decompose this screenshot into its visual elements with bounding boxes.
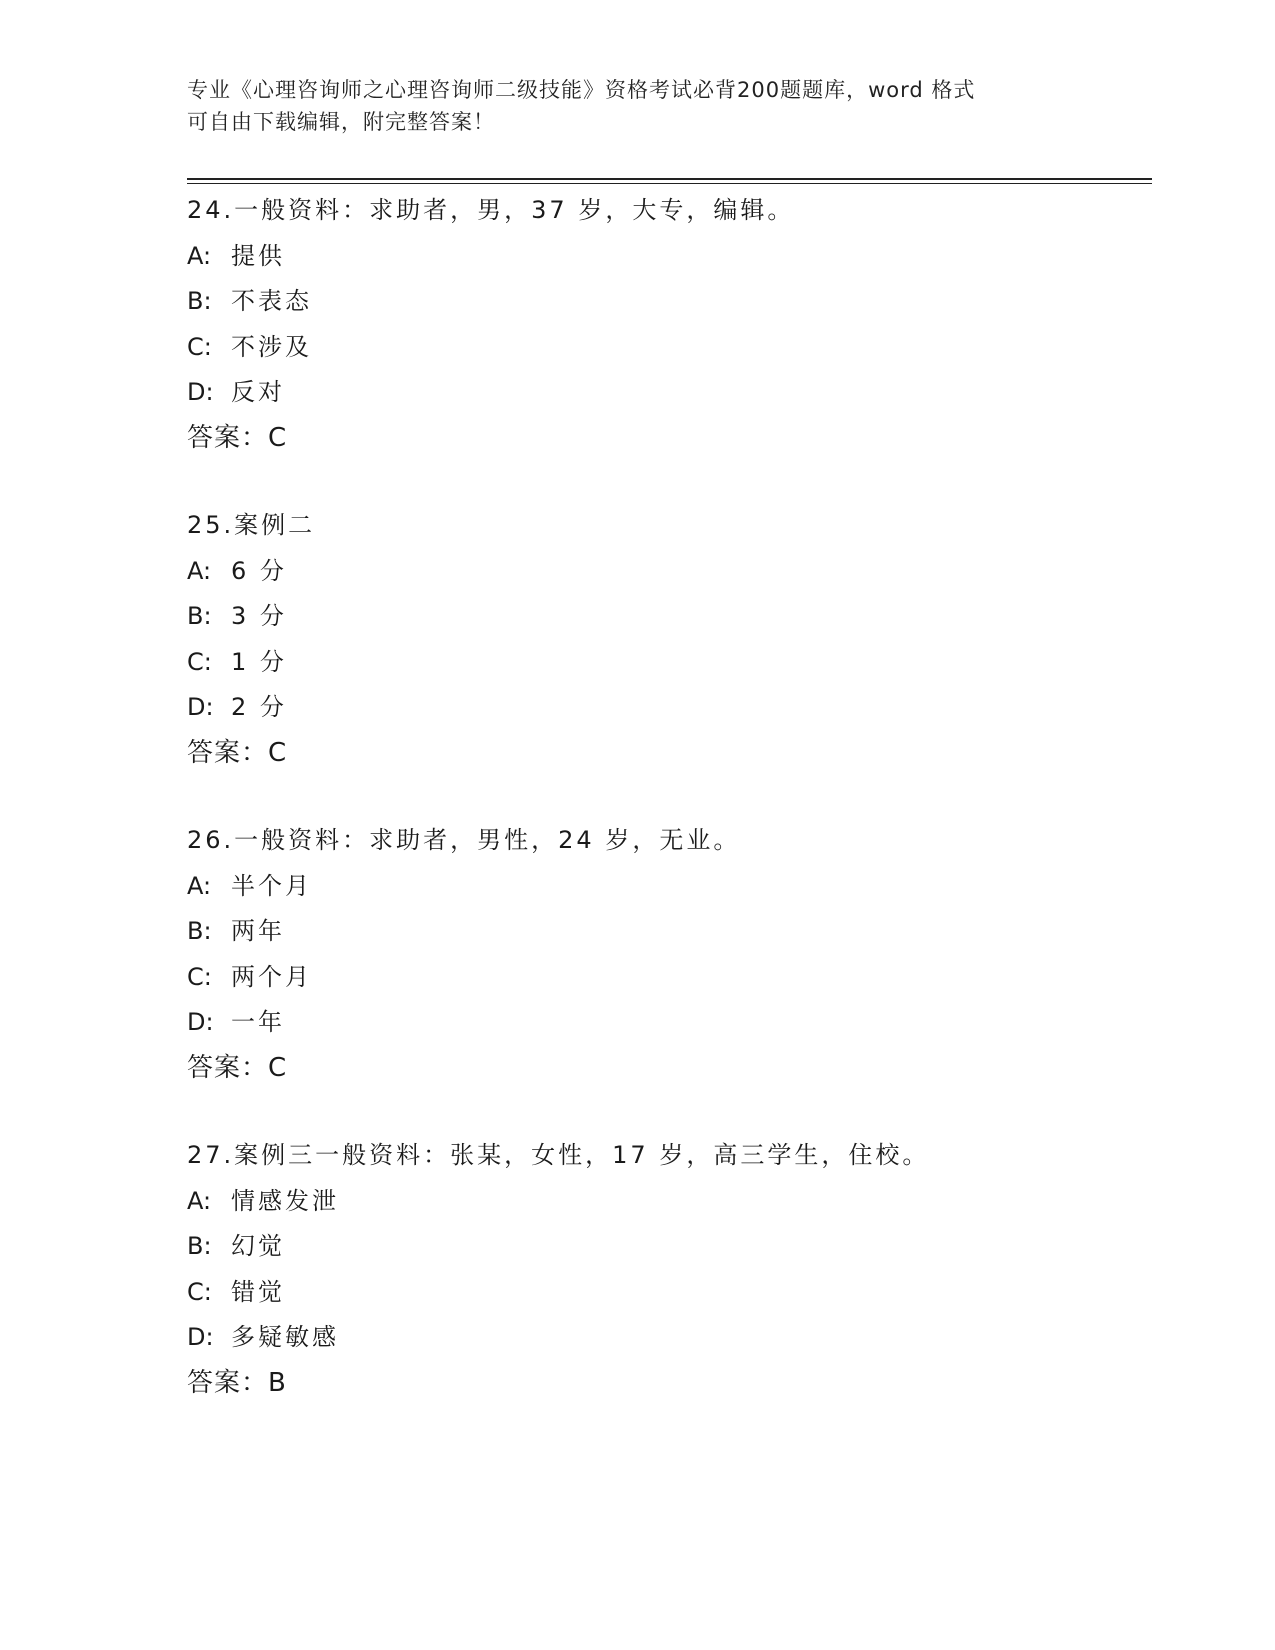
- option-text: 多疑敏感: [231, 1323, 339, 1351]
- question-list: [187, 188, 1147, 1448]
- question-24: [187, 188, 1147, 461]
- question-stem: 26.一般资料：求助者，男性，24 岁，无业。: [187, 826, 741, 854]
- option-text: 反对: [231, 378, 285, 406]
- question-27: [187, 1133, 1147, 1406]
- option-a: [187, 234, 1147, 280]
- option-c: [187, 955, 1147, 1001]
- option-text: 6 分: [231, 556, 287, 585]
- answer-line: 答案：B: [187, 1367, 287, 1398]
- option-d: [187, 685, 1147, 731]
- option-b: [187, 1224, 1147, 1270]
- option-letter: A:: [187, 556, 212, 585]
- option-letter: D:: [187, 378, 214, 406]
- option-text: 提供: [231, 241, 285, 270]
- option-b: [187, 909, 1147, 955]
- option-c: [187, 1270, 1147, 1316]
- option-letter: C:: [187, 332, 212, 361]
- option-c: [187, 325, 1147, 371]
- option-text: 不表态: [231, 287, 312, 315]
- option-letter: C:: [187, 962, 212, 991]
- option-b: [187, 279, 1147, 325]
- question-stem: 24.一般资料：求助者，男，37 岁，大专，编辑。: [187, 196, 795, 224]
- option-text: 一年: [231, 1008, 285, 1036]
- option-text: 不涉及: [231, 332, 312, 361]
- option-text: 1 分: [231, 647, 287, 676]
- option-letter: D:: [187, 693, 214, 721]
- header-divider-thick: [187, 178, 1152, 180]
- header-line-2: 可自由下载编辑，附完整答案！: [187, 110, 495, 134]
- option-letter: B:: [187, 1232, 212, 1260]
- header-divider-thin: [187, 183, 1152, 184]
- option-text: 半个月: [231, 871, 312, 900]
- header-line-1: 专业《心理咨询师之心理咨询师二级技能》资格考试必背200题题库，word 格式: [187, 78, 976, 102]
- option-text: 3 分: [231, 602, 287, 630]
- option-a: [187, 1179, 1147, 1225]
- option-d: [187, 370, 1147, 416]
- question-25: [187, 503, 1147, 776]
- option-text: 两年: [231, 917, 285, 945]
- document-header: [187, 74, 1087, 138]
- option-a: [187, 549, 1147, 595]
- option-letter: C:: [187, 1277, 212, 1306]
- option-text: 情感发泄: [231, 1186, 339, 1215]
- option-letter: A:: [187, 1186, 212, 1215]
- question-26: [187, 818, 1147, 1091]
- option-a: [187, 864, 1147, 910]
- option-letter: B:: [187, 287, 212, 315]
- question-stem: 25.案例二: [187, 511, 316, 539]
- option-c: [187, 640, 1147, 686]
- answer-line: 答案：C: [187, 737, 288, 768]
- option-letter: A:: [187, 871, 212, 900]
- option-text: 错觉: [231, 1277, 285, 1306]
- option-d: [187, 1315, 1147, 1361]
- option-letter: C:: [187, 647, 212, 676]
- option-letter: B:: [187, 917, 212, 945]
- option-letter: A:: [187, 241, 212, 270]
- option-letter: B:: [187, 602, 212, 630]
- option-letter: D:: [187, 1008, 214, 1036]
- option-text: 2 分: [231, 693, 287, 721]
- option-b: [187, 594, 1147, 640]
- option-text: 幻觉: [231, 1232, 285, 1260]
- question-stem: 27.案例三一般资料：张某，女性，17 岁，高三学生，住校。: [187, 1141, 930, 1169]
- option-text: 两个月: [231, 962, 312, 991]
- answer-line: 答案：C: [187, 1052, 288, 1083]
- option-letter: D:: [187, 1323, 214, 1351]
- answer-line: 答案：C: [187, 422, 288, 453]
- option-d: [187, 1000, 1147, 1046]
